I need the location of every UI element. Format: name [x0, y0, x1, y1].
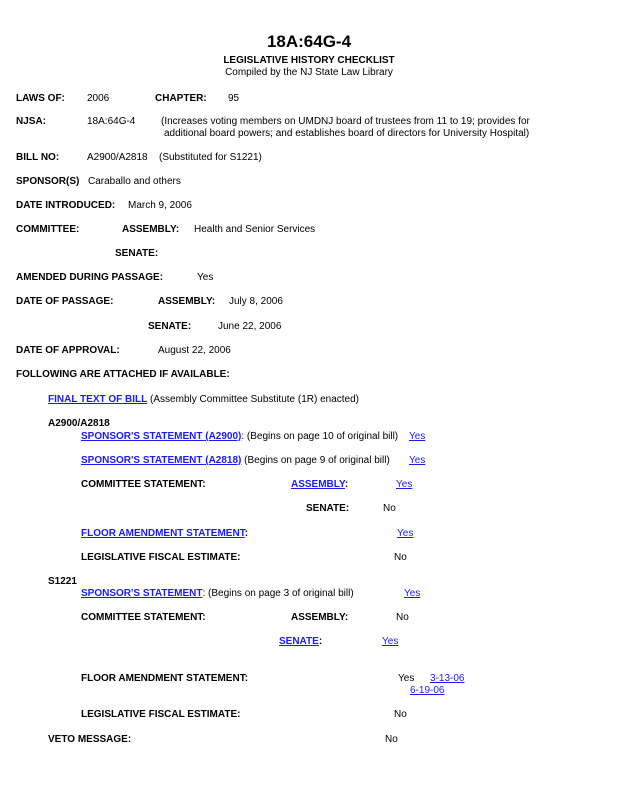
page-subtitle: LEGISLATIVE HISTORY CHECKLIST	[223, 55, 395, 66]
a-floor-row	[81, 528, 248, 540]
following-heading: FOLLOWING ARE ATTACHED IF AVAILABLE:	[16, 369, 230, 380]
chapter-value: 95	[228, 93, 240, 104]
s-committee-senate-link[interactable]: SENATE	[279, 636, 319, 647]
s-sponsor-note: : (Begins on page 3 of original bill)	[202, 588, 354, 599]
s-floor-date2-link[interactable]: 6-19-06	[410, 685, 445, 696]
s-sponsor-row	[81, 588, 354, 600]
a-sponsor1-yes-link[interactable]: Yes	[409, 431, 426, 442]
s-committee-senate-row	[279, 636, 322, 648]
committee-assembly-label: ASSEMBLY:	[122, 224, 180, 235]
s-bill-heading: S1221	[48, 576, 77, 587]
laws-of-label: LAWS OF:	[16, 93, 65, 104]
s-committee-senate-yes-link[interactable]: Yes	[382, 636, 399, 647]
amended-value: Yes	[197, 272, 214, 283]
a-sponsor1-note: : (Begins on page 10 of original bill)	[241, 431, 399, 442]
a-sponsor1-row	[81, 431, 398, 443]
njsa-description-line2: additional board powers; and establishes board of directors for University Hospital)	[164, 128, 530, 139]
page-title: 18A:64G-4	[266, 32, 352, 51]
s-floor-date1-link[interactable]: 3-13-06	[430, 673, 465, 684]
a-sponsor2-yes-link[interactable]: Yes	[409, 455, 426, 466]
passage-senate-label: SENATE:	[148, 321, 192, 332]
bill-no-note: (Substituted for S1221)	[159, 152, 262, 163]
a-committee-assembly-colon: :	[344, 479, 349, 490]
date-introduced-label: DATE INTRODUCED:	[16, 200, 116, 211]
a-committee-senate-label: SENATE:	[306, 503, 350, 514]
a-floor-amendment-link[interactable]: FLOOR AMENDMENT STATEMENT	[81, 528, 245, 539]
final-text-note: (Assembly Committee Substitute (1R) enacted)	[150, 394, 360, 405]
a-committee-assembly-link[interactable]: ASSEMBLY	[291, 479, 345, 490]
committee-senate-label: SENATE:	[115, 248, 159, 259]
s-sponsor-statement-link[interactable]: SPONSOR'S STATEMENT	[81, 588, 203, 599]
a-committee-assembly-row	[291, 479, 348, 491]
sponsors-label: SPONSOR(S)	[16, 176, 80, 187]
a-sponsor2-row	[81, 455, 390, 467]
a-committee-label: COMMITTEE STATEMENT:	[81, 479, 206, 490]
s-floor-label: FLOOR AMENDMENT STATEMENT:	[81, 673, 249, 684]
njsa-description-line1: (Increases voting members on UMDNJ board of trustees from 11 to 19; provides for	[161, 116, 530, 127]
passage-assembly-label: ASSEMBLY:	[158, 296, 216, 307]
a-floor-colon: :	[244, 528, 249, 539]
a-sponsor2-note: (Begins on page 9 of original bill)	[241, 455, 390, 466]
a-bill-heading: A2900/A2818	[48, 418, 110, 429]
a-floor-yes-link[interactable]: Yes	[397, 528, 414, 539]
date-of-passage-label: DATE OF PASSAGE:	[16, 296, 114, 307]
committee-label: COMMITTEE:	[16, 224, 80, 235]
final-text-link[interactable]: FINAL TEXT OF BILL	[48, 394, 148, 405]
date-of-approval-value: August 22, 2006	[158, 345, 231, 356]
a-committee-assembly-yes-link[interactable]: Yes	[396, 479, 413, 490]
njsa-label: NJSA:	[16, 116, 47, 127]
date-of-approval-label: DATE OF APPROVAL:	[16, 345, 120, 356]
a-fiscal-label: LEGISLATIVE FISCAL ESTIMATE:	[81, 552, 241, 563]
s-committee-assembly-value: No	[396, 612, 409, 623]
s-committee-assembly-label: ASSEMBLY:	[291, 612, 349, 623]
passage-senate-value: June 22, 2006	[218, 321, 282, 332]
s-committee-senate-colon: :	[318, 636, 323, 647]
s-sponsor-yes-link[interactable]: Yes	[404, 588, 421, 599]
s-committee-label: COMMITTEE STATEMENT:	[81, 612, 206, 623]
a-sponsor-statement-a2818-link[interactable]: SPONSOR'S STATEMENT (A2818)	[81, 455, 242, 466]
veto-value: No	[385, 734, 398, 745]
laws-of-value: 2006	[87, 93, 110, 104]
bill-no-label: BILL NO:	[16, 152, 60, 163]
final-text-row	[48, 394, 359, 406]
amended-label: AMENDED DURING PASSAGE:	[16, 272, 164, 283]
veto-label: VETO MESSAGE:	[48, 734, 132, 745]
s-fiscal-label: LEGISLATIVE FISCAL ESTIMATE:	[81, 709, 241, 720]
njsa-value: 18A:64G-4	[87, 116, 136, 127]
date-introduced-value: March 9, 2006	[128, 200, 192, 211]
passage-assembly-value: July 8, 2006	[229, 296, 283, 307]
chapter-label: CHAPTER:	[155, 93, 207, 104]
sponsors-value: Caraballo and others	[88, 176, 181, 187]
a-fiscal-value: No	[394, 552, 407, 563]
committee-assembly-value: Health and Senior Services	[194, 224, 316, 235]
s-floor-value: Yes	[398, 673, 415, 684]
s-fiscal-value: No	[394, 709, 407, 720]
a-sponsor-statement-a2900-link[interactable]: SPONSOR'S STATEMENT (A2900)	[81, 431, 242, 442]
a-committee-senate-value: No	[383, 503, 396, 514]
compiled-by: Compiled by the NJ State Law Library	[225, 67, 393, 78]
bill-no-value: A2900/A2818	[87, 152, 148, 163]
